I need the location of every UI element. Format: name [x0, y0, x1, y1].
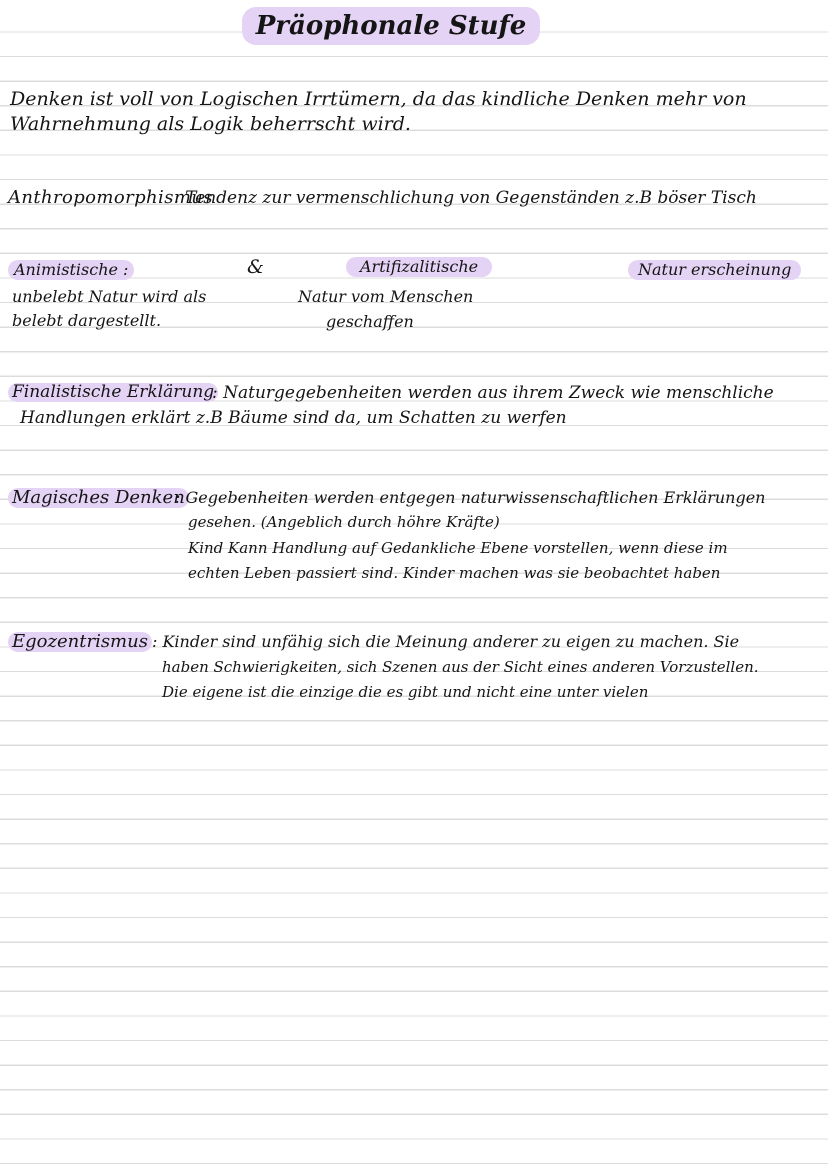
- animistisch-line-1: unbelebt Natur wird als: [12, 287, 207, 306]
- animistisch-line-2: belebt dargestellt.: [12, 311, 162, 330]
- magisch-heading: Magisches Denken: [8, 488, 189, 508]
- artifizialistisch-line-2: geschaffen: [326, 312, 414, 331]
- animistisch-heading: Animistische :: [8, 260, 134, 280]
- egozentrismus-line-1: : Kinder sind unfähig sich die Meinung anderer zu eigen zu machen. Sie: [152, 632, 740, 651]
- finalistisch-heading: Finalistische Erklärung: [8, 383, 218, 402]
- egozentrismus-line-3: Die eigene ist die einzige die es gibt und nicht eine unter vielen: [162, 683, 649, 701]
- finalistisch-line-1: : Naturgegebenheiten werden aus ihrem Zweck wie menschliche: [212, 383, 774, 403]
- intro-line-1: Denken ist voll von Logischen Irrtümern, da das kindliche Denken mehr von: [10, 88, 747, 110]
- egozentrismus-line-2: haben Schwierigkeiten, sich Szenen aus der Sicht eines anderen Vorzustellen.: [162, 658, 759, 676]
- egozentrismus-heading: Egozentrismus: [8, 632, 152, 652]
- naturerscheinung-heading: Natur erscheinung: [628, 260, 801, 280]
- anthropomorphismus-definition: : Tendenz zur vermenschlichung von Gegenständen z.B böser Tisch: [174, 188, 757, 208]
- magisch-line-3: Kind Kann Handlung auf Gedankliche Ebene vorstellen, wenn diese im: [188, 539, 728, 557]
- intro-line-2: Wahrnehmung als Logik beherrscht wird.: [10, 113, 411, 135]
- artifizialistisch-heading: Artifizalitische: [346, 257, 492, 277]
- finalistisch-line-2: Handlungen erklärt z.B Bäume sind da, um Schatten zu werfen: [20, 408, 567, 428]
- magisch-line-1: : Gegebenheiten werden entgegen naturwissenschaftlichen Erklärungen: [175, 488, 766, 507]
- ampersand: &: [247, 256, 264, 278]
- artifizialistisch-line-1: Natur vom Menschen: [298, 287, 474, 306]
- anthropomorphismus-heading: Anthropomorphismus: [8, 187, 213, 208]
- magisch-line-2: gesehen. (Angeblich durch höhre Kräfte): [188, 513, 500, 531]
- page-title: Präophonale Stufe: [242, 7, 540, 45]
- magisch-line-4: echten Leben passiert sind. Kinder machen was sie beobachtet haben: [188, 564, 721, 582]
